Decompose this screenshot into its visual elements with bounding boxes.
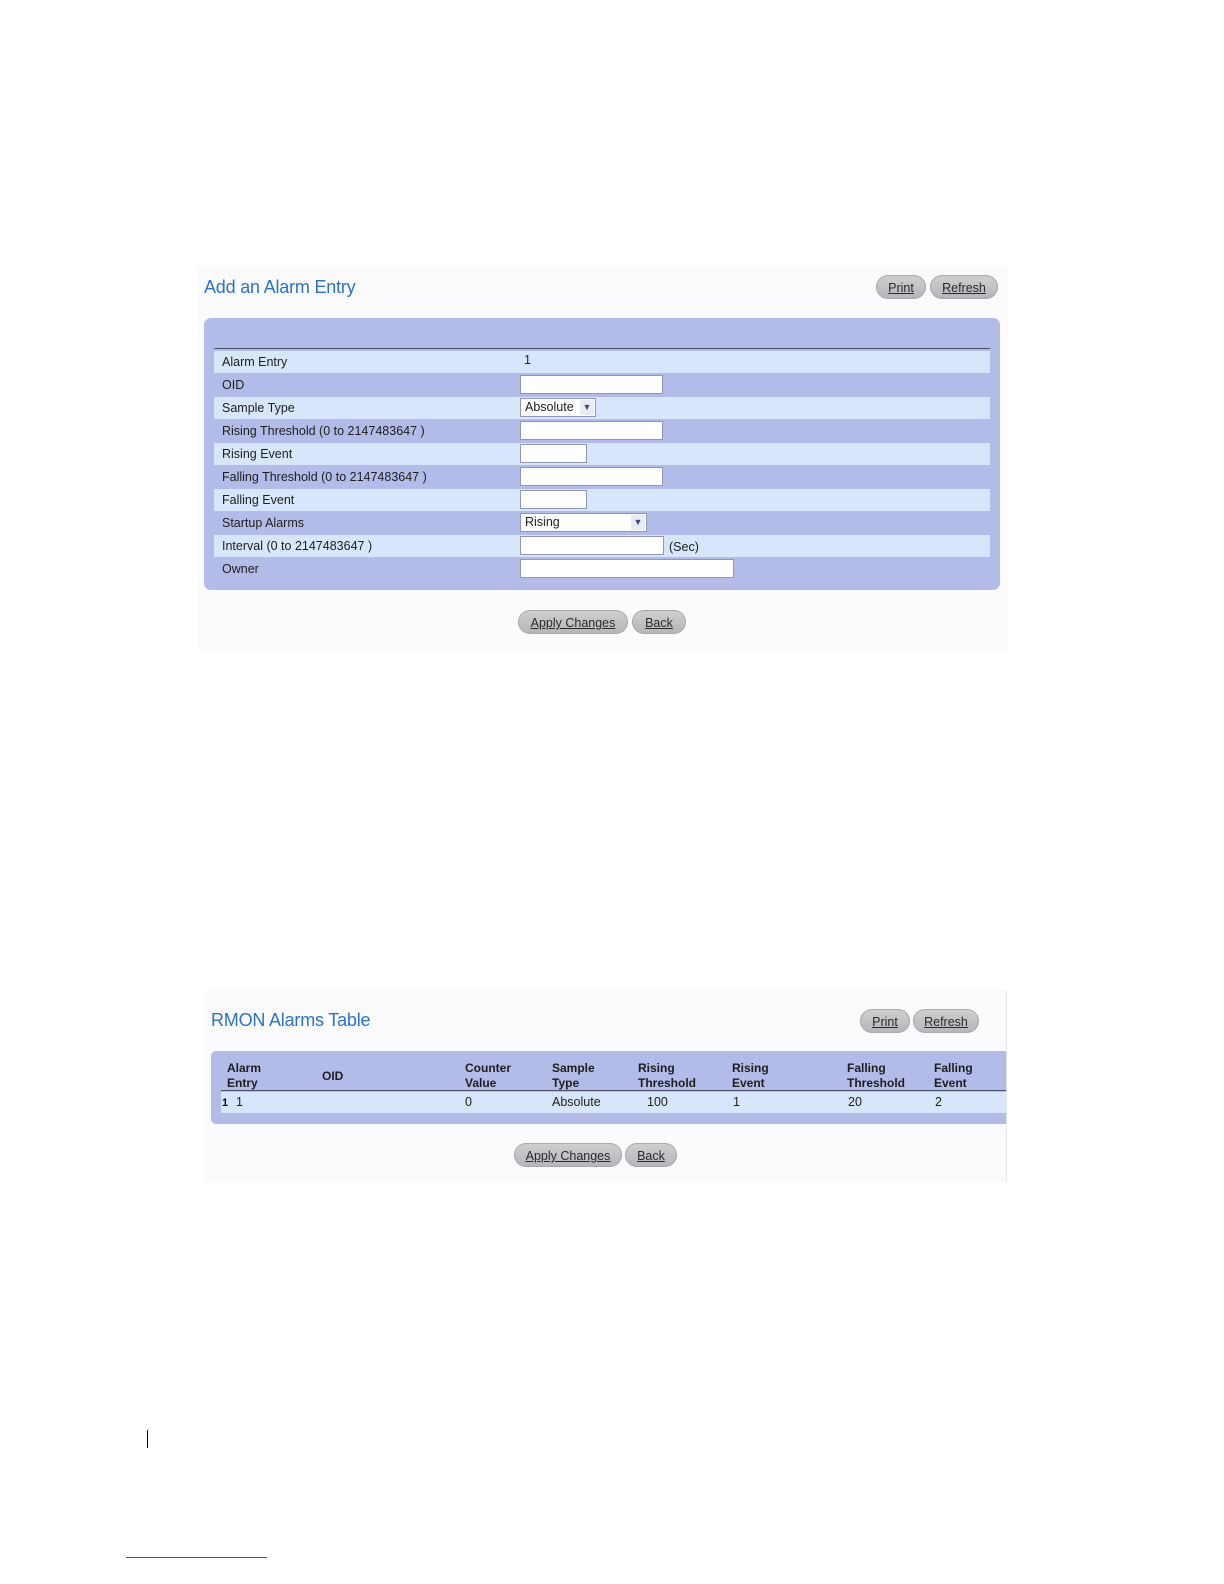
column-header-falling-threshold: Falling Threshold bbox=[847, 1061, 906, 1090]
apply-changes-button[interactable]: Apply Changes bbox=[514, 1143, 622, 1167]
owner-input[interactable] bbox=[520, 559, 734, 578]
refresh-button[interactable]: Refresh bbox=[913, 1009, 979, 1033]
row-selector[interactable]: 1 bbox=[222, 1097, 229, 1109]
startup-alarms-selected: Rising bbox=[525, 515, 560, 529]
sample-type-selected: Absolute bbox=[525, 400, 574, 414]
print-button[interactable]: Print bbox=[876, 275, 926, 299]
back-button[interactable]: Back bbox=[625, 1143, 677, 1167]
cell-sample-type: Absolute bbox=[552, 1095, 601, 1109]
interval-label: Interval (0 to 2147483647 ) bbox=[222, 539, 373, 553]
cell-falling-threshold: 20 bbox=[848, 1095, 862, 1109]
form-row-oid bbox=[214, 374, 990, 396]
rising-threshold-label: Rising Threshold (0 to 2147483647 ) bbox=[222, 424, 425, 438]
form-row-falling-threshold bbox=[214, 466, 990, 488]
form-divider bbox=[214, 348, 990, 349]
page-title: Add an Alarm Entry bbox=[204, 277, 356, 297]
form-row-interval bbox=[214, 535, 990, 557]
alarms-table bbox=[211, 1051, 1006, 1124]
alarm-entry-value: 1 bbox=[524, 353, 531, 367]
cell-counter-value: 0 bbox=[465, 1095, 472, 1109]
oid-input[interactable] bbox=[520, 375, 663, 394]
rising-threshold-input[interactable] bbox=[520, 421, 663, 440]
form-row-falling-event bbox=[214, 489, 990, 511]
column-header-sample-type: Sample Type bbox=[552, 1061, 595, 1090]
interval-input[interactable] bbox=[520, 536, 664, 555]
cell-rising-threshold: 100 bbox=[647, 1095, 668, 1109]
table-header-divider bbox=[221, 1090, 1006, 1091]
table-row[interactable] bbox=[221, 1092, 1006, 1113]
footer-rule bbox=[126, 1557, 267, 1558]
startup-alarms-select[interactable] bbox=[520, 513, 647, 532]
apply-changes-button[interactable]: Apply Changes bbox=[518, 610, 628, 634]
cell-alarm-entry: 1 bbox=[236, 1095, 243, 1109]
chevron-down-icon: ▼ bbox=[631, 515, 645, 530]
sample-type-label: Sample Type bbox=[222, 401, 295, 415]
column-header-counter-value: Counter Value bbox=[465, 1061, 511, 1090]
column-header-falling-event: Falling Event bbox=[934, 1061, 973, 1090]
chevron-down-icon: ▼ bbox=[580, 400, 594, 415]
form-row-startup-alarms bbox=[214, 512, 990, 534]
cell-falling-event: 2 bbox=[935, 1095, 942, 1109]
falling-event-input[interactable] bbox=[520, 490, 587, 509]
form-row-rising-threshold bbox=[214, 420, 990, 442]
alarm-entry-form bbox=[204, 318, 1000, 590]
back-button[interactable]: Back bbox=[632, 610, 686, 634]
column-header-rising-event: Rising Event bbox=[732, 1061, 769, 1090]
cell-rising-event: 1 bbox=[733, 1095, 740, 1109]
falling-threshold-input[interactable] bbox=[520, 467, 663, 486]
form-row-sample-type bbox=[214, 397, 990, 419]
rmon-alarms-table-panel bbox=[204, 990, 1007, 1182]
rising-event-input[interactable] bbox=[520, 444, 587, 463]
startup-alarms-label: Startup Alarms bbox=[222, 516, 304, 530]
page-title: RMON Alarms Table bbox=[211, 1010, 371, 1030]
print-button[interactable]: Print bbox=[860, 1009, 910, 1033]
interval-unit: (Sec) bbox=[669, 540, 699, 554]
add-alarm-entry-panel bbox=[198, 266, 1008, 650]
form-row-rising-event bbox=[214, 443, 990, 465]
owner-label: Owner bbox=[222, 562, 259, 576]
column-header-oid: OID bbox=[322, 1069, 344, 1083]
sample-type-select[interactable] bbox=[520, 398, 596, 417]
oid-label: OID bbox=[222, 378, 245, 392]
form-row-owner bbox=[214, 558, 990, 580]
form-row-alarm-entry bbox=[214, 351, 990, 373]
falling-threshold-label: Falling Threshold (0 to 2147483647 ) bbox=[222, 470, 427, 484]
margin-change-bar bbox=[147, 1430, 148, 1448]
column-header-rising-threshold: Rising Threshold bbox=[638, 1061, 697, 1090]
alarm-entry-label: Alarm Entry bbox=[222, 355, 288, 369]
rising-event-label: Rising Event bbox=[222, 447, 293, 461]
falling-event-label: Falling Event bbox=[222, 493, 295, 507]
refresh-button[interactable]: Refresh bbox=[930, 275, 998, 299]
column-header-alarm-entry: Alarm Entry bbox=[227, 1061, 262, 1090]
